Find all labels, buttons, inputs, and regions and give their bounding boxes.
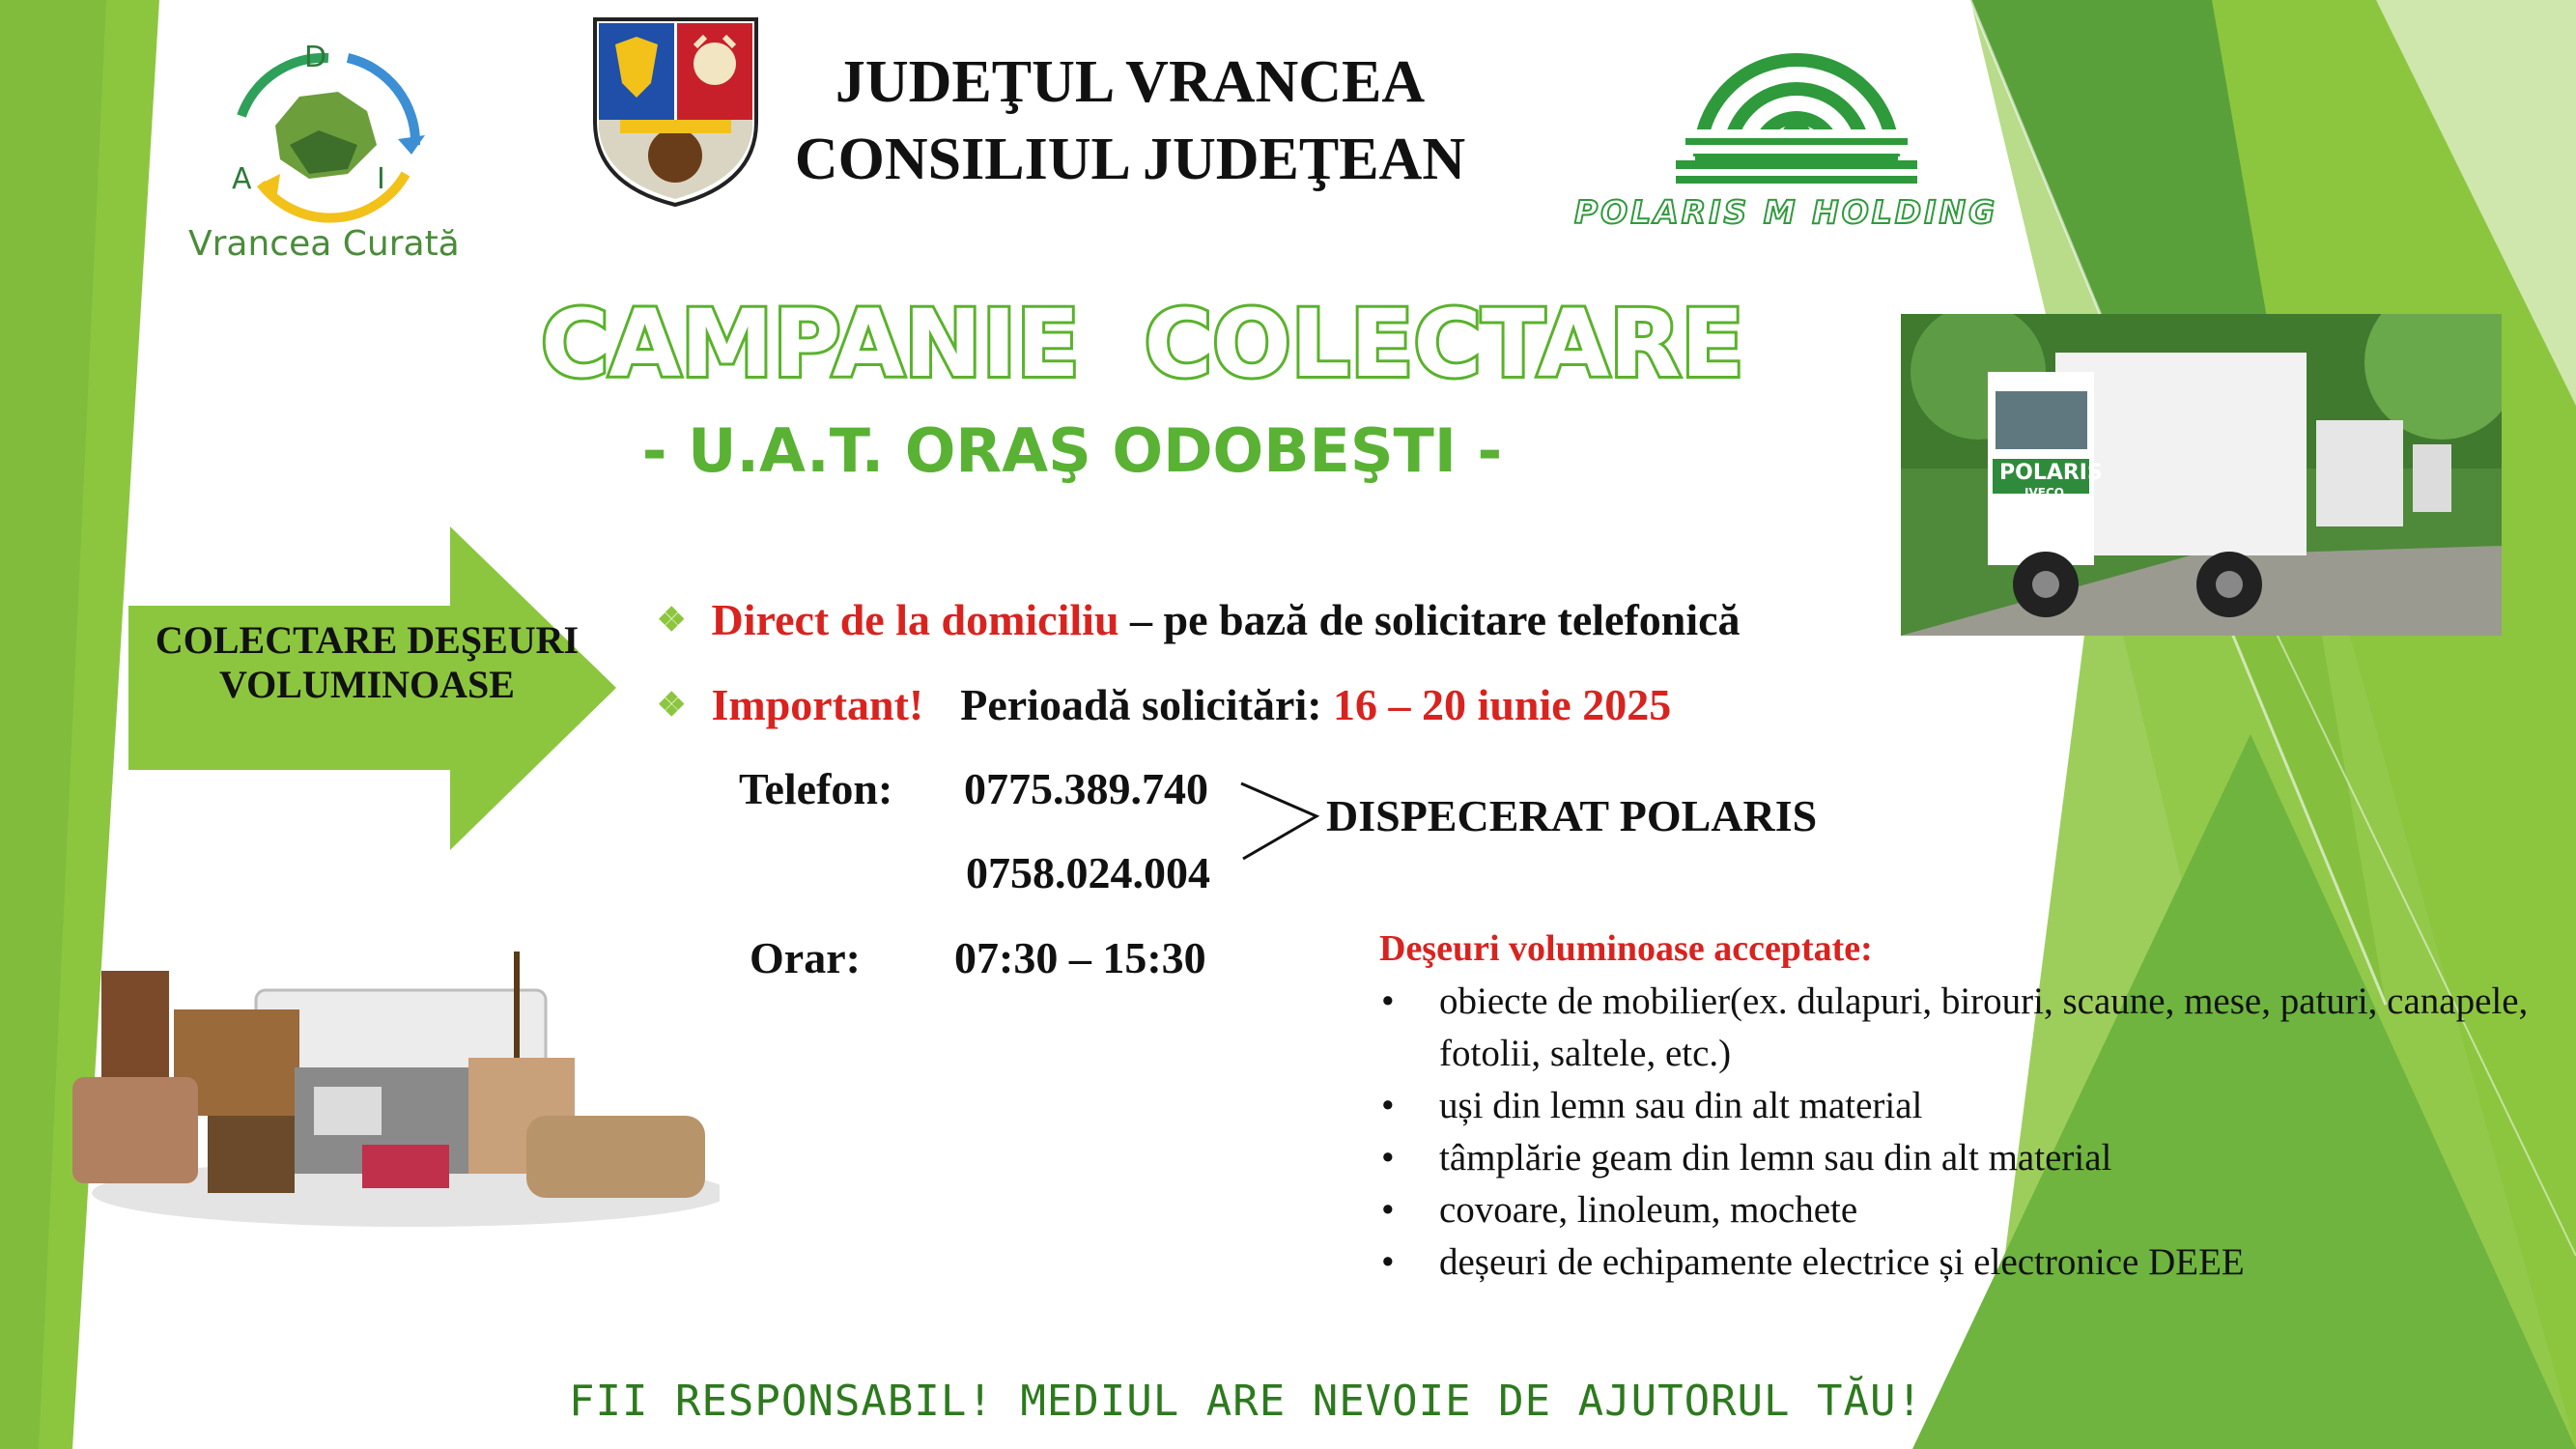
garbage-truck-photo xyxy=(1901,314,2502,636)
bullet-important xyxy=(657,679,1671,730)
furniture-pile-image xyxy=(63,952,720,1232)
bracket-connector xyxy=(1239,778,1326,865)
phone-number-2[interactable]: 0758.024.004 xyxy=(966,848,1210,897)
campaign-subtitle: - U.A.T. ORAŞ ODOBEŞTI - xyxy=(641,415,1503,486)
logo-letter-d: D xyxy=(304,41,327,74)
campaign-title: CAMPANIE COLECTARE xyxy=(541,290,1744,398)
truck-label-polaris: POLARIS xyxy=(1999,461,2103,485)
list-item: • covoare, linoleum, mochete xyxy=(1379,1184,2567,1236)
phone-number-1[interactable]: 0775.389.740 xyxy=(964,764,1208,813)
footer-slogan: FII RESPONSABIL! MEDIUL ARE NEVOIE DE AJUTORUL TĂU! xyxy=(568,1377,1923,1426)
arrow-label: COLECTARE DEŞEURI VOLUMINOASE xyxy=(155,618,580,706)
polaris-logo-icon xyxy=(1676,41,1917,185)
bullet-direct-text: – pe bază de solicitare telefonică xyxy=(1130,595,1741,644)
recycle-map-icon xyxy=(184,39,473,232)
bullet-direct xyxy=(657,594,1741,645)
polaris-holding-label: POLARIS M HOLDING xyxy=(1574,193,1998,231)
list-item: • tâmplărie geam din lemn sau din alt material xyxy=(1379,1132,2567,1184)
vrancea-curata-label: Vrancea Curată xyxy=(188,224,460,264)
bullet-direct-highlight: Direct de la domiciliu xyxy=(711,595,1119,644)
hours-value: 07:30 – 15:30 xyxy=(954,933,1206,982)
accepted-waste-list xyxy=(1379,976,2567,1289)
dispatcher-label: DISPECERAT POLARIS xyxy=(1326,791,1818,840)
header-county: JUDEŢUL VRANCEA xyxy=(835,49,1426,115)
logo-letter-a: A xyxy=(232,162,252,196)
diamond-bullet-icon: ❖ xyxy=(657,603,687,639)
header-council: CONSILIUL JUDEŢEAN xyxy=(794,127,1466,192)
accepted-waste-title: Deşeuri voluminoase acceptate: xyxy=(1379,928,1873,969)
list-item: • obiecte de mobilier(ex. dulapuri, birouri, scaune, mese, paturi, canapele, fotolii, saltele, etc.) xyxy=(1379,976,2567,1080)
logo-letter-i: I xyxy=(377,162,385,196)
bullet-important-highlight: Important! xyxy=(711,680,924,729)
diamond-bullet-icon: ❖ xyxy=(657,688,687,724)
truck-label-iveco: IVECO xyxy=(2024,486,2064,499)
phone-label: Telefon: xyxy=(739,764,893,813)
bullet-period-dates: 16 – 20 iunie 2025 xyxy=(1333,680,1672,729)
list-item: • deșeuri de echipamente electrice și electronice DEEE xyxy=(1379,1236,2567,1289)
list-item: • uși din lemn sau din alt material xyxy=(1379,1080,2567,1132)
hours-label: Orar: xyxy=(750,933,861,982)
bullet-period-label: Perioadă solicitări: xyxy=(960,680,1322,729)
